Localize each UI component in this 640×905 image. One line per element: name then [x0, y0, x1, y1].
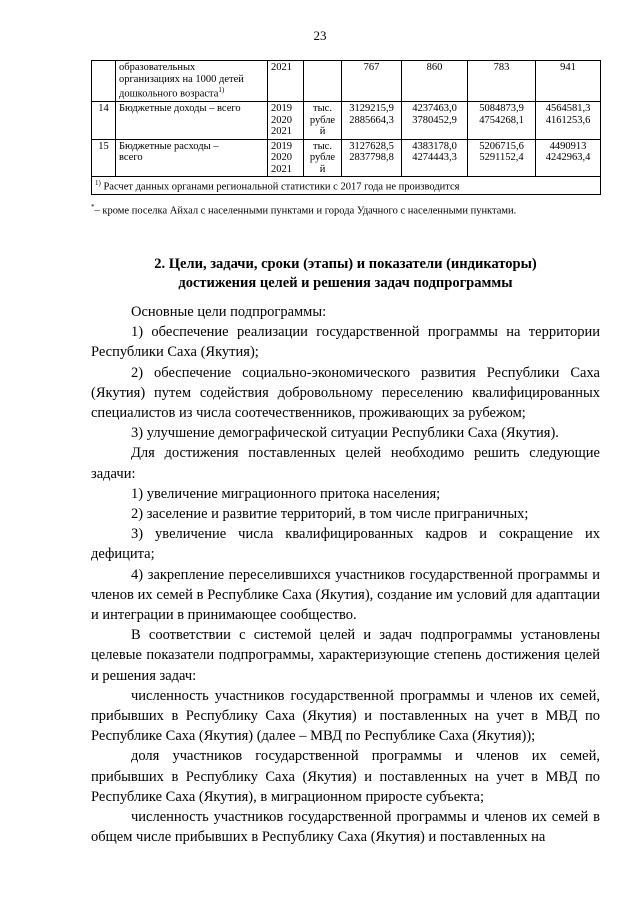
footnote-marker: 1): [95, 179, 101, 187]
indicator-name-line: всего: [119, 152, 143, 163]
unit-line: й: [319, 163, 326, 175]
paragraph: 4) закрепление переселившихся участников государственной программы и членов их семей в Республике Саха (Якутия), создание им условий для адаптации и интеграции в принимающее сообщество.: [91, 566, 600, 624]
value-col-2-line: 3780452,9: [412, 114, 457, 126]
unit-line: рубле: [309, 114, 336, 126]
value-col-2: [402, 139, 468, 177]
value-col-3-line: 4754268,1: [479, 114, 524, 126]
value-col-4-line: 4161253,6: [545, 114, 591, 126]
body-text: [91, 302, 600, 847]
value-col-2-line: 4383178,0: [412, 140, 457, 152]
value-col-3: [468, 139, 536, 177]
paragraph: численность участников государственной программы и членов их семей в общем числе прибывших в Республику Саха (Якутия) и поставленных на: [91, 809, 600, 846]
value-col-4-line: 4490913: [549, 140, 587, 152]
indicator-name: [116, 61, 268, 102]
unit-line: тыс.: [313, 103, 332, 114]
years-line: 2020: [271, 114, 292, 126]
value-col-2: [402, 61, 468, 102]
unit: [304, 139, 342, 177]
value-col-2-line: 4274443,3: [412, 152, 457, 163]
note-star: *: [91, 203, 95, 211]
table-row: [92, 139, 601, 177]
unit-line: рубле: [309, 152, 336, 163]
years-line: 2021: [271, 62, 292, 73]
unit: [304, 102, 342, 140]
value-col-1-line: 2837798,8: [349, 152, 394, 163]
value-col-3-line: 783: [493, 62, 510, 73]
indicators-table: [91, 60, 601, 195]
note-text: – кроме поселка Айхал с населенными пунктами и города Удачного с населенными пунктами.: [94, 205, 517, 217]
paragraph: 1) увеличение миграционного притока населения;: [131, 485, 441, 502]
paragraph: В соответствии с системой целей и задач подпрограммы установлены целевые показатели подпрограммы, характеризующие степень достижения целей и решения задач:: [91, 627, 600, 684]
value-col-4-line: 4564581,3: [545, 103, 591, 114]
value-col-1: [342, 139, 402, 177]
years-line: 2021: [271, 163, 292, 175]
indicator-name-line: Бюджетные расходы –: [119, 140, 219, 152]
paragraph: Для достижения поставленных целей необходимо решить следующие задачи:: [91, 445, 600, 482]
paragraph: 3) увеличение числа квалифицированных кадров и сокращение их дефицита;: [91, 526, 600, 563]
value-col-1-line: 3129215,9: [349, 103, 394, 114]
value-col-1: [342, 61, 402, 102]
value-col-4: [536, 139, 601, 177]
value-col-1-line: 3127628,5: [349, 140, 394, 152]
value-col-1-line: 767: [363, 62, 380, 73]
page-number: 23: [313, 28, 327, 43]
value-col-2-line: 860: [426, 62, 443, 73]
table-note: [91, 203, 516, 217]
value-col-4-line: 941: [560, 62, 576, 73]
unit: [304, 61, 342, 102]
heading-line-1: 2. Цели, задачи, сроки (этапы) и показатели (индикаторы): [154, 256, 537, 272]
paragraph: 2) обеспечение социально-экономического развития Республики Саха (Якутия) путем содействия добровольному переселению квалифицированных специалистов из числа соотечественников, проживающих за рубежом;: [91, 364, 600, 422]
value-col-3: [468, 102, 536, 140]
unit-line: й: [319, 126, 326, 137]
value-col-4: [536, 61, 601, 102]
row-number: [92, 61, 116, 102]
paragraph: доля участников государственной программы и членов их семей, прибывших в Республику Саха (Якутия) и поставленных на учет в МВД по Республике Саха (Якутия), в миграционном приросте субъекта;: [91, 748, 600, 805]
paragraph: 2) заселение и развитие территорий, в том числе приграничных;: [131, 506, 529, 523]
value-col-2: [402, 102, 468, 140]
years-line: 2019: [271, 140, 292, 152]
value-col-3-line: 5206715,6: [479, 140, 524, 152]
years: [268, 102, 304, 140]
unit-line: тыс.: [313, 140, 332, 152]
indicator-name-line: организациях на 1000 детей: [119, 73, 244, 85]
indicator-name: [116, 102, 268, 140]
value-col-4-line: 4242963,4: [545, 152, 591, 163]
table-row: [92, 102, 601, 140]
paragraph: 3) улучшение демографической ситуации Республики Саха (Якутия).: [131, 425, 559, 442]
years: [268, 61, 304, 102]
paragraph: Основные цели подпрограммы:: [131, 304, 327, 320]
indicator-name: [116, 139, 268, 177]
table-footnote-row: [92, 177, 601, 195]
indicator-name-line: Бюджетные доходы – всего: [119, 103, 241, 114]
section-heading: [91, 255, 600, 293]
value-col-1: [342, 102, 402, 140]
table-row: [92, 61, 601, 102]
row-number: 15: [92, 139, 116, 177]
footnote-text: Расчет данных органами региональной статистики с 2017 года не производится: [100, 181, 460, 193]
value-col-4: [536, 102, 601, 140]
paragraph: 1) обеспечение реализации государственной программы на территории Республики Саха (Якутия);: [91, 324, 600, 361]
table-footnote: [92, 177, 601, 195]
paragraph: численность участников государственной программы и членов их семей, прибывших в Республику Саха (Якутия) и поставленных на учет в МВД по Республике Саха (Якутия) (далее – МВД по Республике Саха (Якутия));: [91, 687, 600, 745]
indicator-name-line: дошкольного возраста$^{1)}$: [119, 86, 225, 100]
indicator-name-line: образовательных: [119, 62, 196, 73]
value-col-3-line: 5291152,4: [479, 152, 524, 163]
years: [268, 139, 304, 177]
value-col-1-line: 2885664,3: [349, 114, 394, 126]
value-col-2-line: 4237463,0: [412, 103, 457, 114]
years-line: 2019: [271, 103, 292, 114]
years-line: 2021: [271, 126, 292, 137]
heading-line-2: достижения целей и решения задач подпрограммы: [178, 275, 513, 291]
value-col-3-line: 5084873,9: [479, 103, 524, 114]
value-col-3: [468, 61, 536, 102]
years-line: 2020: [271, 152, 292, 163]
row-number: 14: [92, 102, 116, 140]
footnote-ref: 1): [218, 86, 225, 94]
